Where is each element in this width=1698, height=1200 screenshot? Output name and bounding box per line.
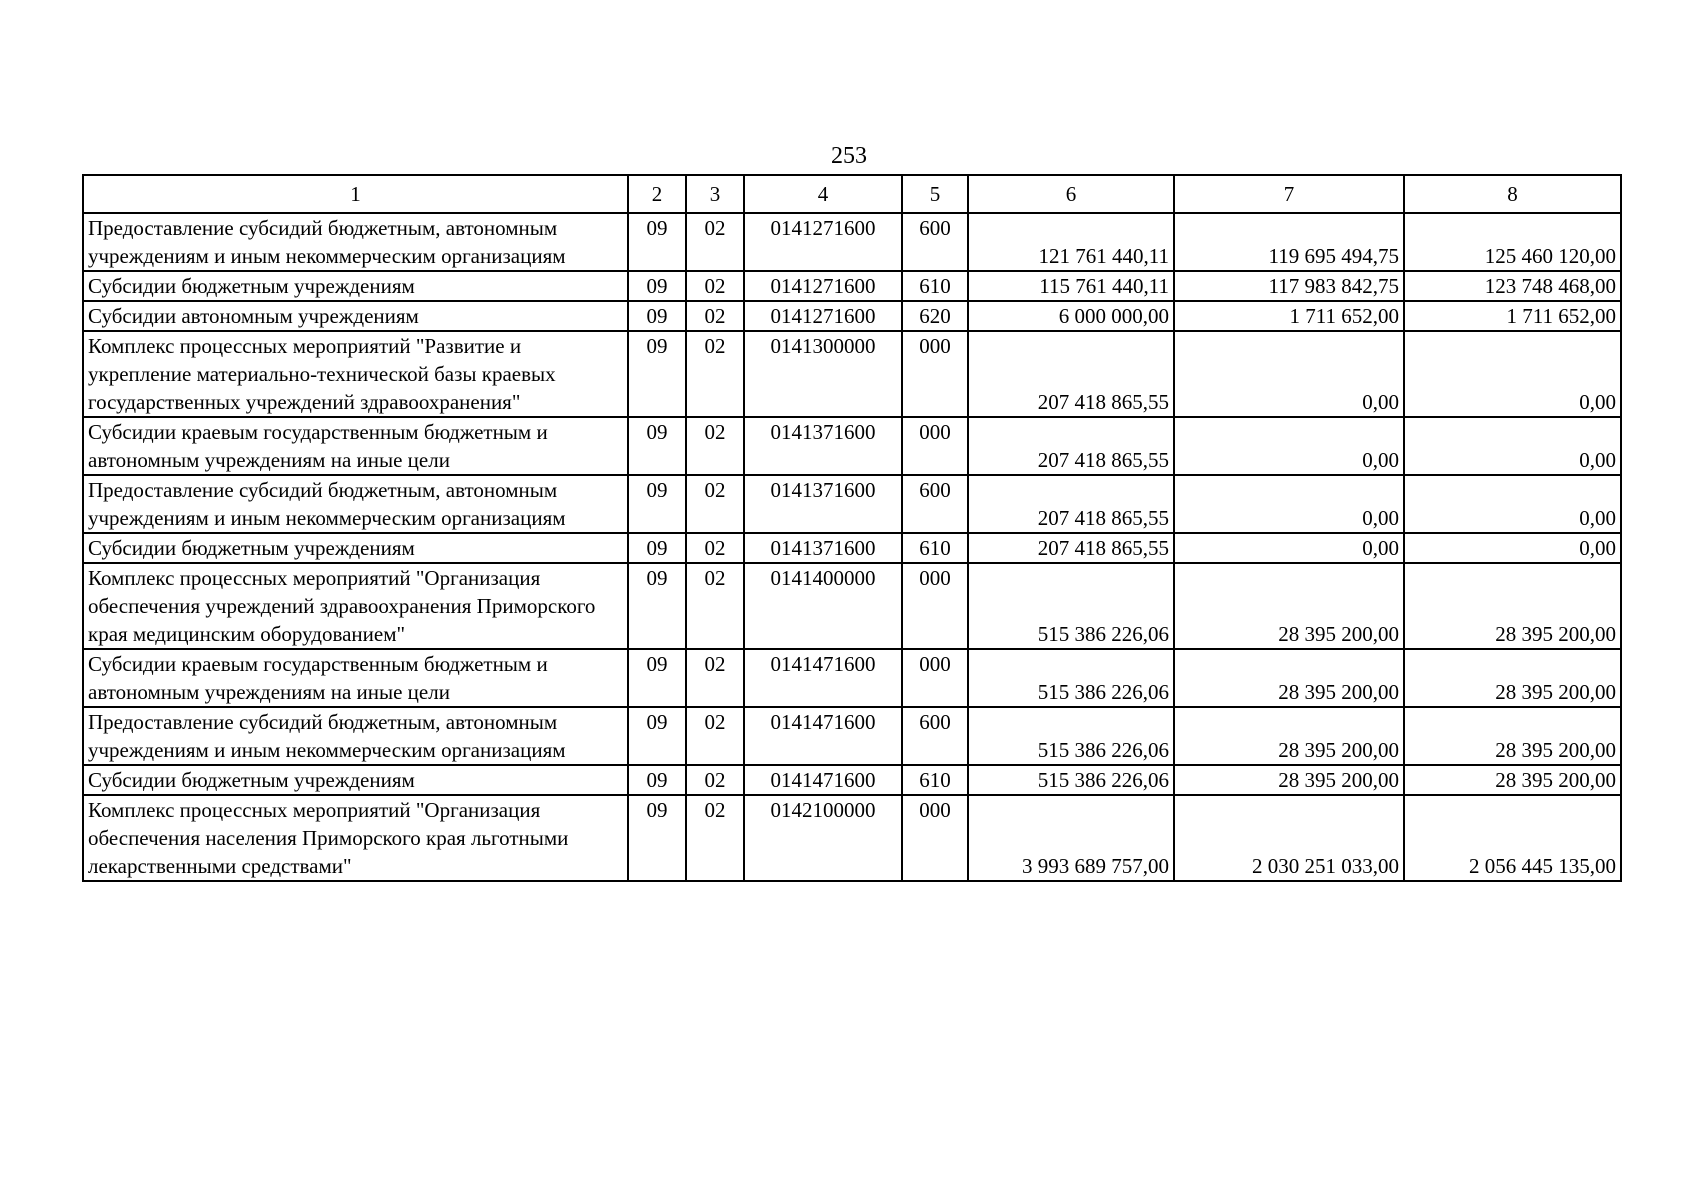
- row-name-cell: Предоставление субсидий бюджетным, автономным учреждениям и иным некоммерческим организациям: [83, 707, 628, 765]
- row-amount-col6-cell: 3 993 689 757,00: [968, 795, 1174, 881]
- row-target-article-cell: 0141371600: [744, 475, 902, 533]
- row-amount-col6-cell: 121 761 440,11: [968, 213, 1174, 271]
- header-col-1: 1: [83, 175, 628, 213]
- row-expense-type-cell: 610: [902, 533, 968, 563]
- row-expense-type-cell: 000: [902, 649, 968, 707]
- row-code-section-cell: 09: [628, 417, 686, 475]
- table-body: [83, 213, 1621, 881]
- table-row: [83, 475, 1621, 533]
- row-amount-col8-cell: 0,00: [1404, 417, 1621, 475]
- row-code-section-cell: 09: [628, 795, 686, 881]
- table-row: [83, 213, 1621, 271]
- row-target-article-cell: 0141471600: [744, 649, 902, 707]
- row-amount-col7-cell: 28 395 200,00: [1174, 765, 1404, 795]
- row-amount-col6-cell: 115 761 440,11: [968, 271, 1174, 301]
- row-expense-type-cell: 600: [902, 475, 968, 533]
- header-col-7: 7: [1174, 175, 1404, 213]
- row-code-subsection-cell: 02: [686, 533, 744, 563]
- row-amount-col7-cell: 0,00: [1174, 533, 1404, 563]
- row-code-subsection-cell: 02: [686, 271, 744, 301]
- table-row: [83, 271, 1621, 301]
- row-target-article-cell: 0141471600: [744, 707, 902, 765]
- row-amount-col8-cell: 2 056 445 135,00: [1404, 795, 1621, 881]
- row-amount-col7-cell: 119 695 494,75: [1174, 213, 1404, 271]
- row-code-section-cell: 09: [628, 301, 686, 331]
- row-amount-col7-cell: 28 395 200,00: [1174, 649, 1404, 707]
- row-amount-col7-cell: 1 711 652,00: [1174, 301, 1404, 331]
- row-code-section-cell: 09: [628, 475, 686, 533]
- row-code-subsection-cell: 02: [686, 213, 744, 271]
- row-expense-type-cell: 610: [902, 765, 968, 795]
- row-target-article-cell: 0141271600: [744, 301, 902, 331]
- row-code-subsection-cell: 02: [686, 795, 744, 881]
- row-amount-col7-cell: 0,00: [1174, 417, 1404, 475]
- row-name-cell: Субсидии бюджетным учреждениям: [83, 271, 628, 301]
- row-target-article-cell: 0141371600: [744, 417, 902, 475]
- row-amount-col8-cell: 123 748 468,00: [1404, 271, 1621, 301]
- row-amount-col7-cell: 28 395 200,00: [1174, 563, 1404, 649]
- row-code-subsection-cell: 02: [686, 563, 744, 649]
- row-amount-col7-cell: 28 395 200,00: [1174, 707, 1404, 765]
- table-row: [83, 707, 1621, 765]
- row-amount-col8-cell: 28 395 200,00: [1404, 765, 1621, 795]
- row-name-cell: Комплекс процессных мероприятий "Организация обеспечения учреждений здравоохранения Приморского края медицинским оборудованием": [83, 563, 628, 649]
- row-amount-col8-cell: 0,00: [1404, 331, 1621, 417]
- row-expense-type-cell: 000: [902, 331, 968, 417]
- row-amount-col6-cell: 515 386 226,06: [968, 563, 1174, 649]
- row-expense-type-cell: 000: [902, 795, 968, 881]
- row-code-section-cell: 09: [628, 707, 686, 765]
- row-code-subsection-cell: 02: [686, 475, 744, 533]
- table-row: [83, 417, 1621, 475]
- table-header-row: [83, 175, 1621, 213]
- row-target-article-cell: 0141300000: [744, 331, 902, 417]
- row-expense-type-cell: 620: [902, 301, 968, 331]
- row-target-article-cell: 0141371600: [744, 533, 902, 563]
- row-amount-col8-cell: 0,00: [1404, 475, 1621, 533]
- header-col-5: 5: [902, 175, 968, 213]
- row-amount-col6-cell: 515 386 226,06: [968, 707, 1174, 765]
- row-amount-col8-cell: 1 711 652,00: [1404, 301, 1621, 331]
- row-target-article-cell: 0141471600: [744, 765, 902, 795]
- row-name-cell: Субсидии бюджетным учреждениям: [83, 765, 628, 795]
- row-amount-col6-cell: 207 418 865,55: [968, 417, 1174, 475]
- row-name-cell: Предоставление субсидий бюджетным, автономным учреждениям и иным некоммерческим организациям: [83, 475, 628, 533]
- table-row: [83, 331, 1621, 417]
- header-col-4: 4: [744, 175, 902, 213]
- page-number: 253: [831, 143, 867, 169]
- table-row: [83, 765, 1621, 795]
- row-amount-col7-cell: 117 983 842,75: [1174, 271, 1404, 301]
- row-code-section-cell: 09: [628, 271, 686, 301]
- row-code-subsection-cell: 02: [686, 331, 744, 417]
- row-code-section-cell: 09: [628, 533, 686, 563]
- row-target-article-cell: 0141271600: [744, 213, 902, 271]
- row-amount-col7-cell: 0,00: [1174, 475, 1404, 533]
- row-code-section-cell: 09: [628, 563, 686, 649]
- row-code-section-cell: 09: [628, 649, 686, 707]
- table-row: [83, 301, 1621, 331]
- row-target-article-cell: 0141271600: [744, 271, 902, 301]
- header-col-6: 6: [968, 175, 1174, 213]
- header-col-2: 2: [628, 175, 686, 213]
- row-amount-col6-cell: 515 386 226,06: [968, 649, 1174, 707]
- row-name-cell: Комплекс процессных мероприятий "Развитие и укрепление материально-технической базы краевых государственных учреждений здравоохранения": [83, 331, 628, 417]
- row-name-cell: Субсидии бюджетным учреждениям: [83, 533, 628, 563]
- row-code-section-cell: 09: [628, 213, 686, 271]
- row-code-subsection-cell: 02: [686, 417, 744, 475]
- row-amount-col8-cell: 28 395 200,00: [1404, 649, 1621, 707]
- row-amount-col6-cell: 515 386 226,06: [968, 765, 1174, 795]
- row-target-article-cell: 0141400000: [744, 563, 902, 649]
- row-amount-col6-cell: 207 418 865,55: [968, 475, 1174, 533]
- row-amount-col7-cell: 0,00: [1174, 331, 1404, 417]
- row-amount-col6-cell: 6 000 000,00: [968, 301, 1174, 331]
- row-name-cell: Субсидии краевым государственным бюджетным и автономным учреждениям на иные цели: [83, 417, 628, 475]
- table-row: [83, 563, 1621, 649]
- row-code-section-cell: 09: [628, 765, 686, 795]
- header-col-8: 8: [1404, 175, 1621, 213]
- row-amount-col7-cell: 2 030 251 033,00: [1174, 795, 1404, 881]
- row-amount-col8-cell: 28 395 200,00: [1404, 707, 1621, 765]
- table-row: [83, 795, 1621, 881]
- budget-table: [82, 174, 1622, 882]
- row-name-cell: Субсидии краевым государственным бюджетным и автономным учреждениям на иные цели: [83, 649, 628, 707]
- row-expense-type-cell: 600: [902, 707, 968, 765]
- header-col-3: 3: [686, 175, 744, 213]
- row-amount-col8-cell: 28 395 200,00: [1404, 563, 1621, 649]
- row-target-article-cell: 0142100000: [744, 795, 902, 881]
- row-expense-type-cell: 610: [902, 271, 968, 301]
- row-amount-col6-cell: 207 418 865,55: [968, 533, 1174, 563]
- table-row: [83, 649, 1621, 707]
- row-name-cell: Субсидии автономным учреждениям: [83, 301, 628, 331]
- table-row: [83, 533, 1621, 563]
- row-code-subsection-cell: 02: [686, 649, 744, 707]
- row-code-subsection-cell: 02: [686, 707, 744, 765]
- row-code-section-cell: 09: [628, 331, 686, 417]
- row-amount-col8-cell: 0,00: [1404, 533, 1621, 563]
- row-name-cell: Предоставление субсидий бюджетным, автономным учреждениям и иным некоммерческим организациям: [83, 213, 628, 271]
- row-amount-col6-cell: 207 418 865,55: [968, 331, 1174, 417]
- row-name-cell: Комплекс процессных мероприятий "Организация обеспечения населения Приморского края льготными лекарственными средствами": [83, 795, 628, 881]
- row-code-subsection-cell: 02: [686, 301, 744, 331]
- row-expense-type-cell: 600: [902, 213, 968, 271]
- row-code-subsection-cell: 02: [686, 765, 744, 795]
- row-expense-type-cell: 000: [902, 563, 968, 649]
- row-amount-col8-cell: 125 460 120,00: [1404, 213, 1621, 271]
- row-expense-type-cell: 000: [902, 417, 968, 475]
